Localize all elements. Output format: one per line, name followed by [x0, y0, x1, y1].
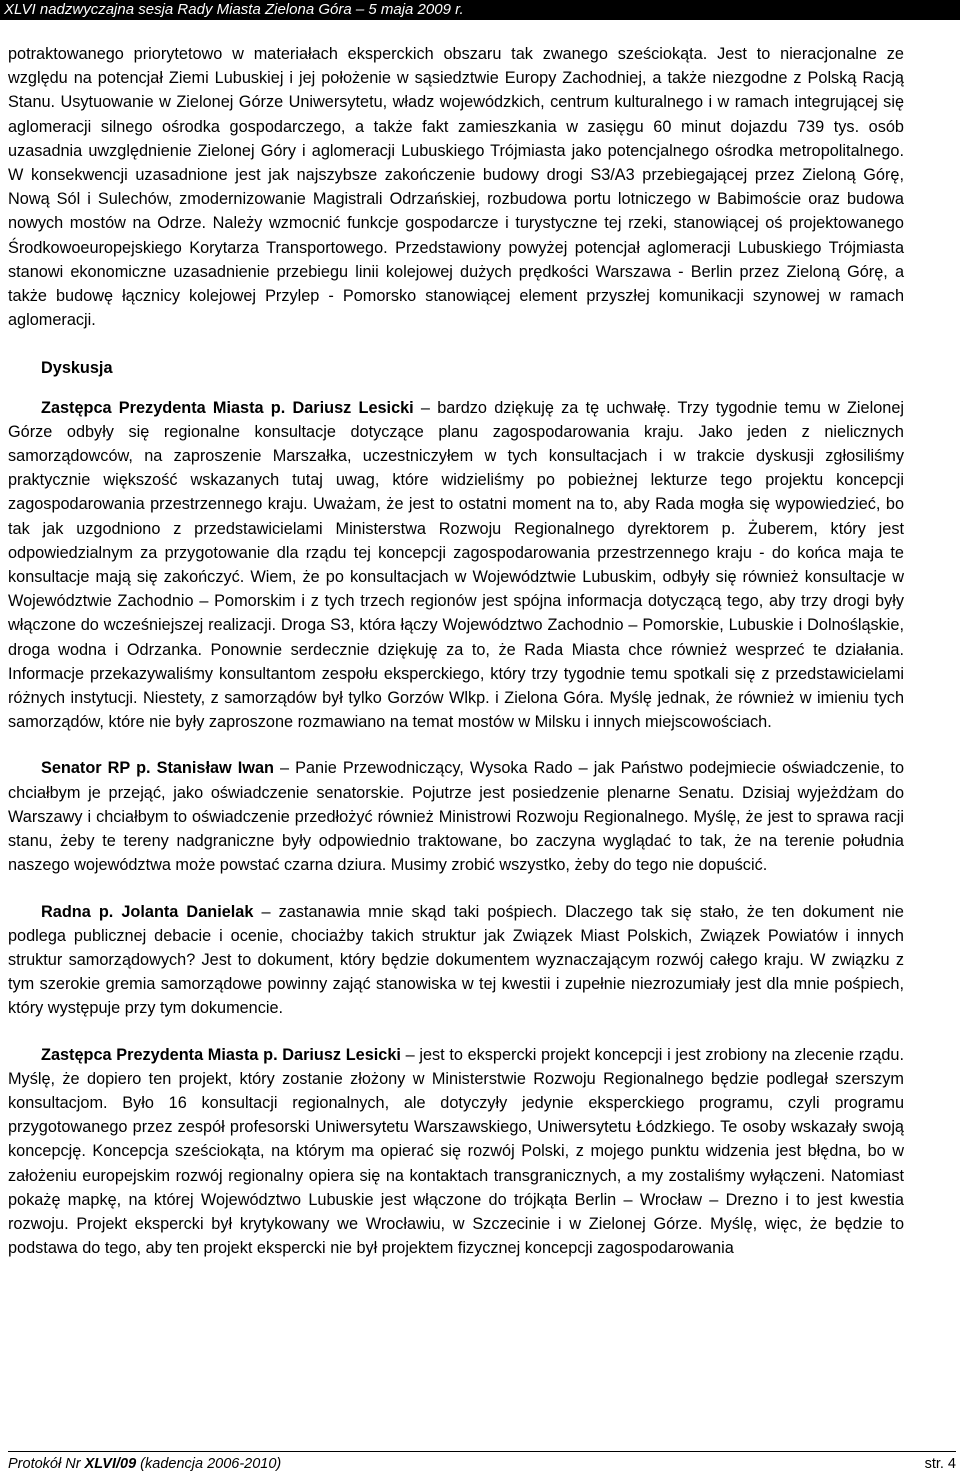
speech-text: – zastanawia mnie skąd taki pośpiech. Dlaczego tak się stało, że ten dokument nie podlega publicznej debacie i ocenie, chociażby takich struktur jak Związek Miast Polskich, Związek Powiatów i innych struktur samorządowych? Jest to dokument, który będzie dokumentem wyznaczającym rozwój całego kraju. W związku z tym szerokie gremia samorządowe powinny zająć stanowiska w tej kwestii i zupełnie niezrozumiały jest dla mnie pośpiech, który występuje przy tym dokumencie. [8, 902, 904, 1018]
speech-text: – Panie Przewodniczący, Wysoka Rado – jak Państwo podejmiecie oświadczenie, to chciałbym je przejąć, jako oświadczenie senatorskie. Pojutrze jest posiedzenie plenarne Senatu. Dzisiaj wyjeżdżam do Warszawy i chciałbym to oświadczenie przedłożyć również Ministrowi Rozwoju Regionalnego. Myślę, że jest to sprawa racji stanu, żeby te tereny nadgraniczne były odpowiednio traktowane, bo zaczyna wyglądać to tak, że na terenie południa naszego województwa może powstać czarna dziura. Musimy zrobić wszystko, żeby do tego nie dopuścić. [8, 759, 904, 875]
speaker-name: Radna p. Jolanta Danielak [41, 902, 254, 921]
speaker-name: Zastępca Prezydenta Miasta p. Dariusz Lesicki [41, 1045, 401, 1064]
speech-text: – jest to ekspercki projekt koncepcji i jest zrobiony na zlecenie rządu. Myślę, że dopiero ten projekt, który zostanie złożony w Ministerstwie Rozwoju Regionalnego będzie podlegał szerszym konsultacjom. Było 16 konsultacji regionalnych, ale dotyczyły jedynie eksperckiego programu, czyli programu przygotowanego przez zespół profesorski Uniwersytetu Warszawskiego, Uniwersytetu Łódzkiego. Te osoby wskazały swoją koncepcję. Koncepcja sześciokąta, na którym ma opierać się rozwój Polski, z mojego punktu widzenia jest błędna, bo w założeniu europejskim rozwój regionalny opiera się na kontaktach transgranicznych, a my zostaliśmy wyłączeni. Natomiast pokażę mapkę, na której Województwo Lubuskie jest włączone do trójkąta Berlin – Wrocław – Drezno i to jest kwestia rozwoju. Projekt ekspercki był krytykowany we Wrocławiu, w Szczecinie i w Zielonej Górze. Myślę, więc, że będzie to podstawa do tego, aby ten projekt ekspercki nie był projektem fizycznej koncepcji zagospodarowania [8, 1045, 904, 1258]
page-footer [8, 1455, 956, 1475]
footer-protocol-number: XLVI/09 [84, 1456, 137, 1472]
speech-text: – bardzo dziękuję za tę uchwałę. Trzy tygodnie temu w Zielonej Górze odbyły się regionalne konsultacje dotyczące planu zagospodarowania kraju. Jako jeden z nielicznych samorządowców, na zaproszenie Marszałka, uczestniczyłem w tych konsultacjach i w trakcie dyskusji zgłosiliśmy praktycznie większość wskazanych tutaj uwag, które widzieliśmy po pobieżnej lekturze tego projektu koncepcji zagospodarowania przestrzennego kraju. Uważam, że jest to ostatni moment na to, aby Rada mogła się wypowiedzieć, bo tak jak uzgodniono z przedstawicielami Ministerstwa Rozwoju Regionalnego dyrektorem p. Żuberem, który jest odpowiedzialnym za przygotowanie dla rządu tej koncepcji zagospodarowania przestrzennego kraju - do końca maja te konsultacje mają się zakończyć. Wiem, że po konsultacjach w Województwie Lubuskim, odbyły się również konsultacje w Województwie Zachodnio – Pomorskim i z tych trzech regionów jest spójna informacja dotyczącą tego, aby trzy drogi były włączone do wcześniejszej realizacji. Droga S3, która łączy Województwo Zachodnio – Pomorskie, Lubuskie i Dolnośląskie, droga wodna i Odrzanka. Ponownie serdecznie dziękuję za to, że Rada Miasta chce również wesprzeć te działania. Informacje przekazywaliśmy konsultantom zespołu eksperckiego, który trzy tygodnie temu spotkali się z przedstawicielami różnych instytucji. Niestety, z samorządów był tylko Gorzów Wlkp. i Zielona Góra. Myślę jednak, że również w imieniu tych samorządów, które nie były zaproszone rozmawiano na temat mostów w Milsku i innych miejscowościach. [8, 398, 904, 732]
footer-protocol-prefix: Protokół Nr [8, 1456, 85, 1472]
speech-paragraph [8, 756, 904, 877]
footer-divider [8, 1451, 956, 1452]
page-number: str. 4 [924, 1456, 956, 1472]
speech-paragraph [8, 900, 904, 1021]
footer-term: (kadencja 2006-2010) [136, 1456, 282, 1472]
header-title: XLVI nadzwyczajna sesja Rady Miasta Zielona Góra – 5 maja 2009 r. [4, 1, 464, 18]
speaker-name: Senator RP p. Stanisław Iwan [41, 759, 274, 778]
speaker-name: Zastępca Prezydenta Miasta p. Dariusz Lesicki [41, 398, 414, 417]
section-heading-dyskusja: Dyskusja [41, 359, 113, 378]
intro-paragraph: potraktowanego priorytetowo w materiałach eksperckich obszaru tak zwanego sześciokąta. Jest to nieracjonalne ze względu na potencjał Ziemi Lubuskiej i jej położenie w sąsiedztwie Europy Zachodniej, a także niezgodne z Polską Racją Stanu. Usytuowanie w Zielonej Górze Uniwersytetu, władz wojewódzkich, centrum kulturalnego i w ramach integrującej się aglomeracji silnego ośrodka gospodarczego, a także fakt zamieszkania w zasięgu 60 minut dojazdu 739 tys. osób uzasadnia uwzględnienie Zielonej Góry i aglomeracji Lubuskiego Trójmiasta jako potencjalnego ośrodka metropolitalnego. W konsekwencji uzasadnione jest jak najszybsze zakończenie budowy drogi S3/A3 przebiegającej przez Zieloną Górę, Nową Sól i Sulechów, zmodernizowanie Magistrali Odrzańskiej, rozbudowa portu lotniczego w Babimoście oraz budowa nowych mostów na Odrze. Należy wzmocnić funkcje gospodarcze i turystyczne tej rzeki, stanowiącej oś projektowanego Środkowoeuropejskiego Korytarza Transportowego. Przedstawiony powyżej potencjał aglomeracji Lubuskiego Trójmiasta stanowi ekonomiczne uzasadnienie przebiegu linii kolejowej dużych prędkości Warszawa - Berlin przez Zieloną Górę, a także budowę łącznicy kolejowej Przylep - Pomorsko stanowiącej element przyszłej komunikacji szynowej w ramach aglomeracji. [8, 45, 904, 330]
footer-protocol [8, 1455, 281, 1473]
page-header [0, 0, 960, 20]
speech-paragraph [8, 396, 904, 735]
document-body [8, 42, 904, 1260]
speech-paragraph [8, 1043, 904, 1261]
